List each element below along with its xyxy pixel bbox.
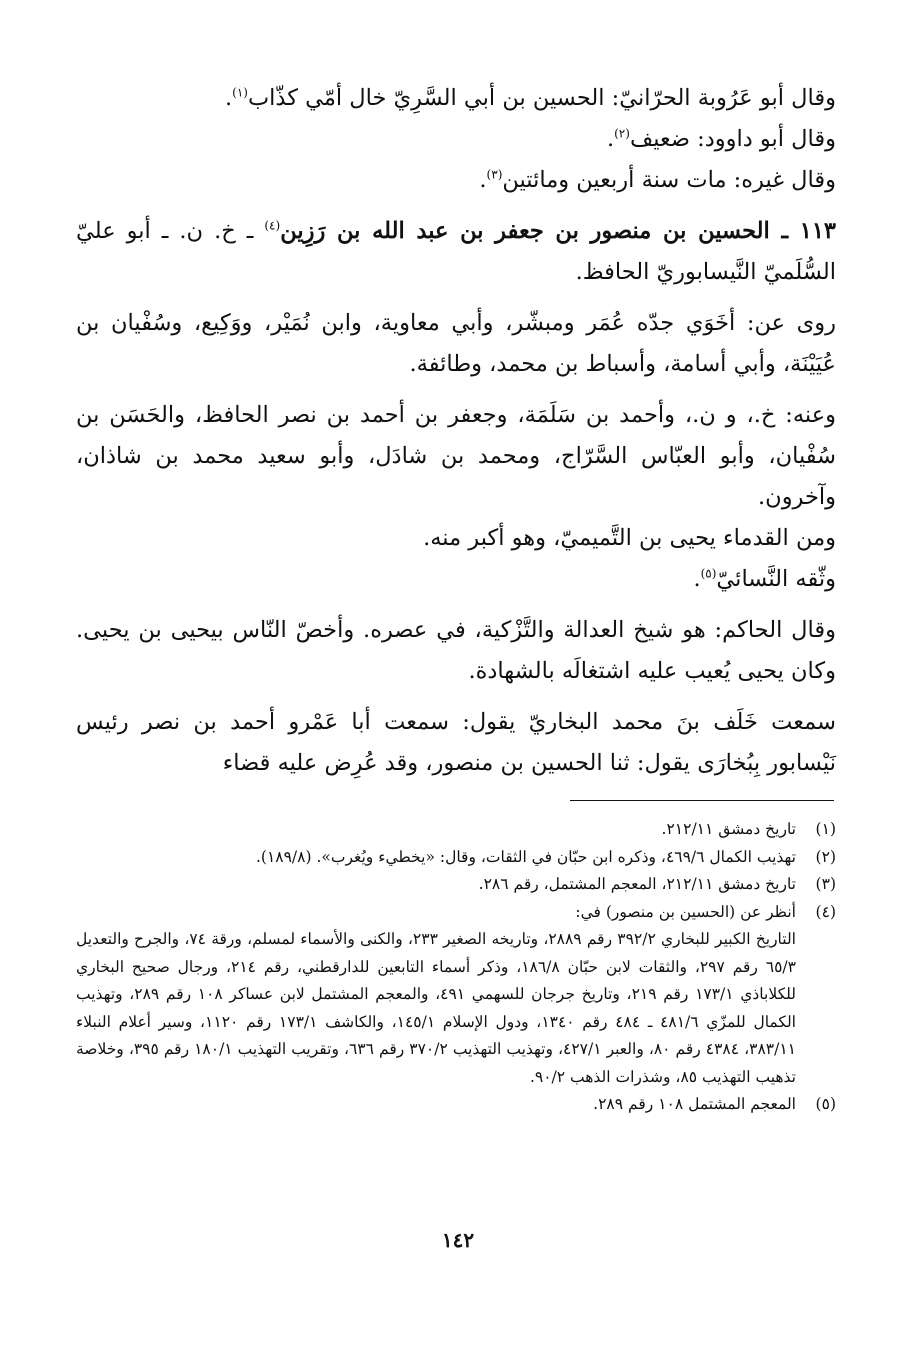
paragraph-hakim: وقال الحاكم: هو شيخ العدالة والتَّزْكية، في عصره. وأخصّ النّاس بيحيى بن يحيى. وكان يحيى يُعيب عليه اشتغالَه بالشهادة. [76,617,836,684]
page-number: ١٤٢ [441,1228,475,1252]
footnote-ref[interactable]: (١) [232,85,248,100]
quote-text: وقال أبو عَرُوبة الحرّانيّ: الحسين بن أبي السَّرِيّ خال أمّي كذّاب [247,85,836,111]
footnote-number: (٣) [815,875,836,893]
footnote-number: (٥) [815,1095,836,1113]
footnote-3 [76,871,836,899]
main-text [76,78,836,784]
paragraph-rawa-an: روى عن: أخَوَي جدّه عُمَر ومبشّر، وأبي معاوية، وابن نُمَيْر، ووَكِيع، وسُفْيان بن عُيَيْنَة، وأبي أسامة، وأسباط بن محمد، وطائفة. [76,310,836,377]
footnotes [76,816,836,1119]
entry-heading [76,211,836,293]
footnote-text [76,899,796,1092]
footnote-sources: التاريخ الكبير للبخاري ٣٩٢/٢ رقم ٢٨٨٩، وتاريخه الصغير ٢٣٣، والكنى والأسماء لمسلم، ورقة ٧٤، والجرح والتعديل ٦٥/٣ رقم ٢٩٧، والثقات لابن حبّان ١٨٦/٨، وذكر أسماء التابعين للدارقطني، رقم ٢١٤، ورجال صحيح البخاري للكلاباذي ١٧٣/١ رقم ٢١٩، وتاريخ جرجان للسهمي ٤٩١، والمعجم المشتمل لابن عساكر ١٠٨ رقم ٢٨٩، وتهذيب الكمال للمزّي ٤٨١/٦ ـ ٤٨٤ رقم ١٣٤٠، ودول الإسلام ١٤٥/١، والكاشف ١٧٣/١ رقم ١١٢٠، وسير أعلام النبلاء ٣٨٣/١١، ٤٣٨٤ رقم ٨٠، والعبر ٤٢٧/١، وتهذيب التهذيب ٣٧٠/٢ رقم ٦٣٦، وتقريب التهذيب ١٨٠/١ رقم ٣٩٥، وخلاصة تذهيب التهذيب ٨٥، وشذرات الذهب ٩٠/٢. [76,930,796,1086]
paragraph-sami: سمعت خَلَف بنَ محمد البخاريّ يقول: سمعت أبا عَمْرو أحمد بن نصر رئيس نَيْسابور بِبُخارَى يقول: ثنا الحسين بن منصور، وقد عُرِض عليه قضاء [76,709,836,776]
footnote-ref[interactable]: (٤) [264,218,281,233]
footnote-number: (٤) [815,902,836,921]
footnote-ref[interactable]: (٣) [486,167,503,182]
footnote-text: تهذيب الكمال ٤٦٩/٦، وذكره ابن حبّان في الثقات، وقال: «يخطيء ويُغرب». (١٨٩/٨). [255,847,796,866]
paragraph-qudama: ومن القدماء يحيى بن التَّميميّ، وهو أكبر منه. [423,525,836,551]
footnote-4 [76,899,836,1092]
footnote-1 [76,816,836,844]
footnote-ref[interactable]: (٢) [614,126,630,141]
footnote-2 [76,844,836,872]
footnote-5 [76,1091,836,1119]
entry-name: ـ الحسين بن منصور بن جعفر بن عبد الله بن رَزِين [280,218,800,244]
footnote-text: المعجم المشتمل ١٠٨ رقم ٢٨٩. [593,1095,796,1113]
footnote-text: تاريخ دمشق ٢١٢/١١، المعجم المشتمل، رقم ٢٨٦. [478,875,796,893]
footnote-divider [570,800,834,801]
footnote-text: تاريخ دمشق ٢١٢/١١. [661,820,796,838]
quote-abu-aruba: وقال أبو عَرُوبة الحرّانيّ: الحسين بن أبي السَّرِيّ خال أمّي كذّاب$^{(١)}$. [225,85,836,111]
footnote-number: (١) [815,820,836,838]
paragraph-wathaqa: وثّقه النَّسائيّ$^{(٥)}$. [693,566,836,592]
quote-text: وقال أبو داوود: ضعيف [629,126,836,152]
entry-number: ١١٣ [799,218,836,244]
footnote-ref[interactable]: (٥) [700,566,717,581]
footnote-intro: أنظر عن (الحسين بن منصور) في: [575,902,796,921]
entry-description: ـ خ. ن. ـ أبو عليّ السُّلَميّ النَّيسابوريّ الحافظ. [76,218,836,285]
paragraph-wa-anhu: وعنه: خ.، و ن.، وأحمد بن سَلَمَة، وجعفر بن أحمد بن نصر الحافظ، والحَسَن بن سُفْيان، وأبو العبّاس السَّرّاج، ومحمد بن شادَل، وأبو سعيد محمد بن شاذان، وآخرون. [76,402,836,510]
quote-text: وقال غيره: مات سنة أربعين ومائتين [502,167,836,193]
footnote-number: (٢) [815,847,836,866]
quote-abu-dawud: وقال أبو داوود: ضعيف$^{(٢)}$. [606,126,836,152]
quote-ghayruh: وقال غيره: مات سنة أربعين ومائتين$^{(٣)}$. [479,167,836,193]
